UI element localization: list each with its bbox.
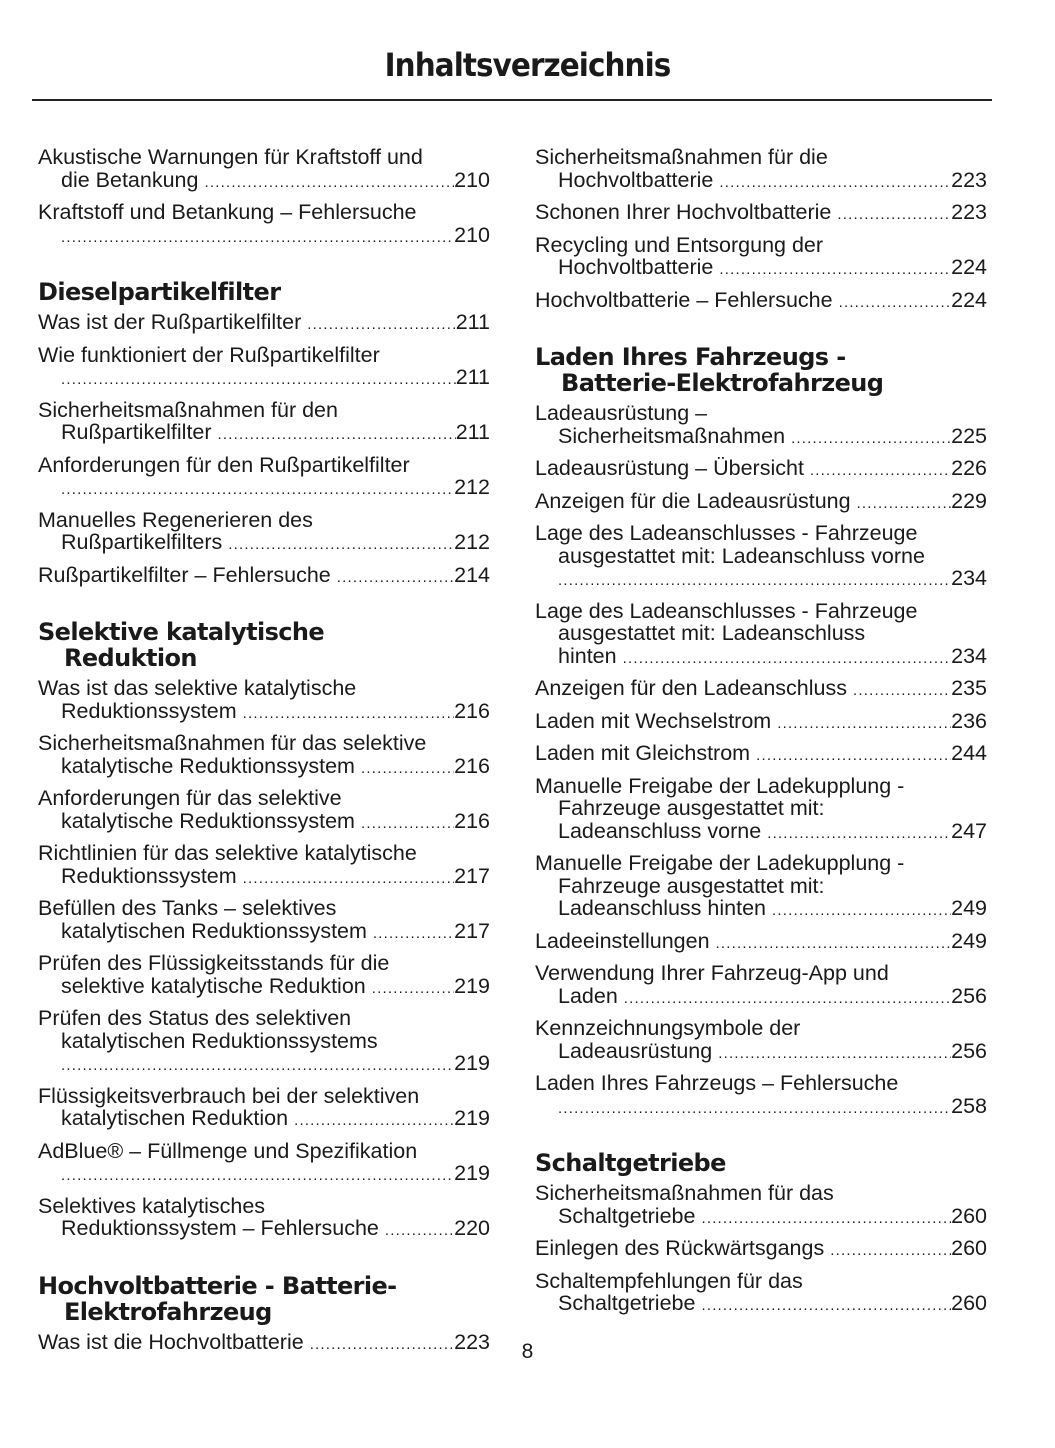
dot-leader [558, 570, 951, 593]
toc-entry-text: Hochvoltbatterie – Fehlersuche [535, 287, 833, 312]
toc-entry-text: Kennzeichnungsymbole der [535, 1016, 801, 1040]
toc-entry-text: katalytischen Reduktion [61, 1106, 289, 1130]
toc-entry-last-line [38, 1107, 490, 1133]
dot-leader [839, 292, 952, 315]
toc-entry-text: Anforderungen für das selektive [38, 786, 342, 810]
toc-page-number[interactable]: 216 [454, 808, 490, 833]
dot-leader [718, 1043, 951, 1066]
dot-leader [385, 1220, 454, 1243]
toc-column-left [38, 146, 490, 1363]
toc-entry[interactable] [535, 289, 987, 315]
toc-entry-last-line [38, 1162, 490, 1188]
toc-entry-text: Ladeausrüstung – Übersicht [535, 456, 804, 480]
toc-entry[interactable] [38, 454, 490, 502]
title-divider [32, 99, 992, 101]
dot-leader [337, 567, 454, 590]
toc-page-number[interactable]: 223 [951, 200, 987, 224]
toc-entry-last-line [535, 820, 987, 846]
toc-entry-text: ausgestattet mit: Ladeanschluss [558, 621, 866, 645]
toc-entry-text: Anforderungen für den Rußpartikelfilter [38, 452, 410, 477]
toc-page-number[interactable]: 214 [454, 562, 490, 587]
dot-leader [373, 923, 454, 946]
toc-entry-text: Manuelle Freigabe der Ladekupplung - [535, 851, 905, 875]
toc-entry-text: Fahrzeuge ausgestattet mit: [558, 873, 825, 898]
toc-entry-text: Sicherheitsmaßnahmen für das selektive [38, 731, 427, 755]
toc-page-number[interactable]: 223 [454, 1329, 490, 1354]
toc-entry[interactable] [38, 311, 490, 337]
toc-entry-text: Was ist die Hochvoltbatterie [38, 1329, 304, 1354]
dot-leader [719, 172, 951, 195]
toc-entry-text: Einlegen des Rückwärtsgangs [535, 1236, 825, 1260]
toc-entry[interactable] [535, 522, 987, 593]
toc-entry-text: Reduktionssystem [61, 863, 237, 888]
toc-entry[interactable] [535, 930, 987, 956]
toc-page-number[interactable]: 256 [951, 1038, 987, 1063]
dot-leader [623, 648, 952, 671]
toc-entry-last-line [535, 1095, 987, 1121]
toc-entry-text: Verwendung Ihrer Fahrzeug-App und [535, 961, 889, 985]
toc-entry-text: Laden mit Wechselstrom [535, 708, 772, 733]
toc-entry-last-line [38, 975, 490, 1001]
dot-leader [218, 424, 456, 447]
toc-entry-last-line [535, 256, 987, 282]
toc-entry-text: Manuelle Freigabe der Ladekupplung - [535, 773, 905, 798]
section-heading-dieselpartikelfilter [38, 279, 490, 305]
toc-entry-last-line [535, 289, 987, 315]
dot-leader [361, 758, 454, 781]
toc-page-number[interactable]: 210 [454, 167, 490, 192]
toc-page-number[interactable]: 219 [454, 1161, 490, 1185]
toc-entry-text: Schaltempfehlungen für das [535, 1268, 803, 1293]
toc-entry-text: Lage des Ladeanschlusses - Fahrzeuge [535, 598, 918, 623]
section-heading-line: Batterie-Elektrofahrzeug [561, 369, 884, 397]
toc-page-number[interactable]: 247 [951, 818, 987, 843]
toc-entry-last-line [38, 700, 490, 726]
toc-page-number[interactable]: 226 [951, 456, 987, 480]
section-heading-line: Selektive katalytische [38, 618, 325, 646]
toc-entry[interactable] [38, 1085, 490, 1133]
toc-entry-text: katalytischen Reduktionssystem [61, 918, 367, 943]
toc-entry[interactable] [38, 732, 490, 780]
toc-entry-text: Ladeausrüstung [558, 1038, 713, 1063]
toc-entry-last-line [535, 1040, 987, 1066]
dot-leader [716, 933, 952, 956]
toc-entry-text: Rußpartikelfilter [61, 420, 212, 444]
dot-leader [61, 479, 454, 502]
toc-entry-last-line [38, 1217, 490, 1243]
toc-entry-text: Reduktionssystem [61, 698, 237, 723]
toc-entry-last-line [38, 810, 490, 836]
toc-entry-text: Schonen Ihrer Hochvoltbatterie [535, 200, 832, 224]
toc-entry-last-line [38, 366, 490, 392]
toc-entry[interactable] [38, 399, 490, 447]
toc-entry-text: Sicherheitsmaßnahmen [558, 423, 786, 448]
toc-entry-last-line [535, 1205, 987, 1231]
toc-page-number[interactable]: 224 [951, 255, 987, 279]
toc-entry-text: Anzeigen für die Ladeausrüstung [535, 488, 851, 513]
section-heading-line: Elektrofahrzeug [64, 1297, 272, 1326]
dot-leader [830, 1240, 951, 1263]
toc-page-number[interactable]: 212 [454, 530, 490, 554]
toc-entry-last-line [535, 897, 987, 923]
toc-entry-text: Recycling und Entsorgung der [535, 232, 824, 257]
toc-entry-last-line [38, 224, 490, 250]
dot-leader [243, 868, 454, 891]
dot-leader [228, 534, 454, 557]
toc-page-number[interactable]: 236 [951, 708, 987, 733]
toc-entry[interactable] [535, 852, 987, 923]
toc-page-number[interactable]: 212 [454, 475, 490, 499]
toc-entry-text: Laden [558, 983, 618, 1008]
toc-page-number[interactable]: 217 [454, 918, 490, 943]
toc-page-number[interactable]: 219 [454, 1051, 490, 1075]
toc-entry[interactable] [38, 677, 490, 725]
toc-entry-text: Befüllen des Tanks – selektives [38, 896, 337, 920]
dot-leader [719, 259, 951, 282]
dot-leader [558, 1098, 951, 1121]
toc-entry-last-line [38, 1052, 490, 1078]
dot-leader [777, 713, 951, 736]
toc-entry-last-line [535, 985, 987, 1011]
toc-entry[interactable] [38, 1140, 490, 1188]
toc-entry-text: Selektives katalytisches [38, 1193, 266, 1218]
toc-entry-text: Reduktionssystem – Fehlersuche [61, 1216, 379, 1240]
toc-entry-text: AdBlue® – Füllmenge und Spezifikation [38, 1138, 418, 1163]
toc-page-number[interactable]: 258 [951, 1093, 987, 1118]
toc-entry-last-line [535, 677, 987, 703]
toc-entry-text: katalytische Reduktionssystem [61, 808, 355, 833]
toc-page-number[interactable]: 235 [951, 676, 987, 700]
toc-entry-text: Was ist der Rußpartikelfilter [38, 310, 302, 334]
toc-entry-last-line [535, 710, 987, 736]
toc-page-number[interactable]: 225 [951, 423, 987, 448]
toc-entry-last-line [38, 920, 490, 946]
toc-page-number[interactable]: 260 [951, 1236, 987, 1260]
toc-entry-text: Prüfen des Flüssigkeitsstands für die [38, 951, 390, 975]
dot-leader [772, 900, 951, 923]
section-heading-line: Hochvoltbatterie - Batterie- [38, 1271, 397, 1300]
toc-page-number[interactable]: 211 [455, 310, 490, 334]
section-heading-schaltgetriebe [535, 1150, 987, 1176]
toc-entry[interactable] [38, 146, 490, 194]
dot-leader [701, 1295, 951, 1318]
dot-leader [307, 314, 455, 337]
dot-leader [853, 680, 951, 703]
toc-page-number[interactable]: 256 [951, 983, 987, 1008]
toc-page-number[interactable]: 260 [951, 1291, 987, 1315]
dot-leader [624, 988, 951, 1011]
toc-entry-text: Flüssigkeitsverbrauch bei der selektiven [38, 1083, 420, 1108]
section-heading-line: Reduktion [64, 644, 197, 672]
toc-page-number[interactable]: 234 [951, 643, 987, 668]
toc-entry[interactable] [535, 1270, 987, 1318]
toc-entry-text: Wie funktioniert der Rußpartikelfilter [38, 342, 380, 367]
toc-entry-text: Prüfen des Status des selektiven [38, 1006, 352, 1030]
toc-entry[interactable] [38, 897, 490, 945]
toc-entry[interactable] [535, 402, 987, 450]
toc-entry-last-line [535, 1292, 987, 1318]
section-heading-line: Dieselpartikelfilter [38, 278, 281, 306]
toc-entry-text: Kraftstoff und Betankung – Fehlersuche [38, 200, 417, 224]
dot-leader [810, 460, 951, 483]
toc-entry-last-line [38, 311, 490, 337]
toc-entry[interactable] [535, 677, 987, 703]
toc-entry-text: Lage des Ladeanschlusses - Fahrzeuge [535, 521, 918, 545]
toc-entry-text: katalytischen Reduktionssystems [61, 1028, 378, 1053]
dot-leader [857, 493, 952, 516]
section-heading-hochvoltbatterie-batterie-elektrofahrzeu [38, 1273, 490, 1325]
toc-entry[interactable] [535, 962, 987, 1010]
toc-entry-text: Akustische Warnungen für Kraftstoff und [38, 145, 423, 169]
dot-leader [701, 1208, 951, 1231]
dot-leader [204, 172, 454, 195]
toc-entry-text: Hochvoltbatterie [558, 255, 714, 279]
toc-entry-text: ausgestattet mit: Ladeanschluss vorne [558, 543, 925, 568]
toc-entry[interactable] [535, 457, 987, 483]
toc-entry-text: Ladeausrüstung – [535, 401, 708, 425]
toc-entry-text: die Betankung [61, 167, 199, 192]
toc-page-number[interactable]: 220 [454, 1216, 490, 1240]
toc-entry-text: Was ist das selektive katalytische [38, 676, 357, 700]
toc-entry-last-line [38, 564, 490, 590]
toc-page-number[interactable]: 224 [951, 287, 987, 312]
toc-entry-last-line [38, 421, 490, 447]
toc-entry-last-line [535, 201, 987, 227]
toc-entry[interactable] [38, 952, 490, 1000]
toc-entry-last-line [535, 742, 987, 768]
section-heading-laden-ihres-fahrzeugs-batterie-elektrofa [535, 344, 987, 396]
toc-entry-text: selektive katalytische Reduktion [61, 973, 366, 998]
toc-entry[interactable] [38, 509, 490, 557]
toc-entry-text: Rußpartikelfilter – Fehlersuche [38, 562, 331, 587]
toc-entry-last-line [535, 169, 987, 195]
toc-entry-last-line [38, 169, 490, 195]
toc-entry-last-line [535, 645, 987, 671]
toc-entry-text: Ladeanschluss vorne [558, 818, 762, 843]
toc-entry-last-line [535, 490, 987, 516]
toc-page-number[interactable]: 216 [454, 698, 490, 723]
dot-leader [756, 745, 951, 768]
toc-entry-text: Laden mit Gleichstrom [535, 741, 751, 765]
toc-entry[interactable] [535, 490, 987, 516]
toc-page-number[interactable]: 210 [454, 222, 490, 247]
toc-entry[interactable] [38, 842, 490, 890]
dot-leader [61, 1165, 454, 1188]
toc-entry[interactable] [38, 201, 490, 249]
toc-entry[interactable] [38, 1195, 490, 1243]
toc-entry[interactable] [535, 234, 987, 282]
dot-leader [372, 978, 454, 1001]
toc-entry-text: Laden Ihres Fahrzeugs – Fehlersuche [535, 1071, 899, 1095]
toc-entry-text: hinten [558, 643, 617, 668]
toc-entry-text: Schaltgetriebe [558, 1291, 696, 1315]
toc-entry[interactable] [535, 1017, 987, 1065]
toc-entry-text: Richtlinien für das selektive katalytische [38, 841, 417, 865]
toc-entry[interactable] [535, 1072, 987, 1120]
toc-entry[interactable] [535, 600, 987, 671]
toc-entry[interactable] [38, 1007, 490, 1078]
toc-page-number[interactable]: 223 [951, 167, 987, 192]
section-heading-selektive-katalytische-reduktion [38, 619, 490, 671]
toc-page-number[interactable]: 219 [454, 973, 490, 998]
page-number: 8 [521, 1340, 534, 1363]
toc-page-number[interactable]: 219 [454, 1106, 490, 1130]
toc-entry-text: Fahrzeuge ausgestattet mit: [558, 796, 825, 820]
dot-leader [61, 1055, 454, 1078]
toc-page-number[interactable]: 249 [951, 896, 987, 920]
toc-entry[interactable] [535, 201, 987, 227]
toc-entry-last-line [38, 476, 490, 502]
toc-entry-text: katalytische Reduktionssystem [61, 753, 355, 778]
toc-entry-last-line [535, 425, 987, 451]
section-heading-line: Laden Ihres Fahrzeugs - [535, 343, 846, 371]
section-heading-line: Schaltgetriebe [535, 1149, 726, 1177]
toc-page-number[interactable]: 260 [951, 1203, 987, 1228]
toc-page-number[interactable]: 216 [454, 753, 490, 778]
toc-entry-text: Rußpartikelfilters [61, 530, 223, 554]
toc-page-number[interactable]: 211 [455, 420, 490, 444]
toc-entry[interactable] [535, 742, 987, 768]
page-title: Inhaltsverzeichnis [384, 46, 671, 84]
toc-entry[interactable] [38, 787, 490, 835]
dot-leader [837, 204, 951, 227]
dot-leader [294, 1110, 454, 1133]
toc-entry-last-line [535, 930, 987, 956]
toc-entry-last-line [535, 567, 987, 593]
toc-entry[interactable] [38, 564, 490, 590]
toc-entry[interactable] [535, 1237, 987, 1263]
toc-entry[interactable] [535, 710, 987, 736]
toc-entry-last-line [535, 457, 987, 483]
dot-leader [61, 227, 454, 250]
toc-page-number[interactable]: 229 [951, 488, 987, 513]
dot-leader [361, 813, 454, 836]
toc-entry[interactable] [38, 344, 490, 392]
toc-entry[interactable] [535, 1182, 987, 1230]
toc-page-number[interactable]: 234 [951, 566, 987, 590]
toc-entry-last-line [38, 755, 490, 781]
toc-entry-last-line [38, 865, 490, 891]
toc-entry-text: Manuelles Regenerieren des [38, 507, 313, 532]
toc-entry[interactable] [535, 146, 987, 194]
toc-entry[interactable] [535, 775, 987, 846]
toc-entry-last-line [38, 531, 490, 557]
dot-leader [243, 703, 454, 726]
dot-leader [767, 823, 951, 846]
toc-column-right [535, 146, 987, 1325]
toc-entry-text: Anzeigen für den Ladeanschluss [535, 676, 847, 700]
dot-leader [791, 428, 951, 451]
toc-entry-text: Sicherheitsmaßnahmen für den [38, 397, 338, 422]
toc-page-number[interactable]: 211 [455, 365, 490, 389]
dot-leader [61, 369, 456, 392]
toc-entry-text: Schaltgetriebe [558, 1203, 696, 1228]
toc-entry-text: Sicherheitsmaßnahmen für die [535, 145, 828, 169]
toc-page-number[interactable]: 217 [454, 863, 490, 888]
toc-entry-last-line [535, 1237, 987, 1263]
toc-entry-text: Sicherheitsmaßnahmen für das [535, 1181, 834, 1205]
toc-entry-text: Hochvoltbatterie [558, 167, 714, 192]
toc-page-number[interactable]: 244 [951, 741, 987, 765]
toc-page-number[interactable]: 249 [951, 928, 987, 953]
toc-entry-text: Ladeeinstellungen [535, 928, 710, 953]
toc-entry-text: Ladeanschluss hinten [558, 896, 766, 920]
